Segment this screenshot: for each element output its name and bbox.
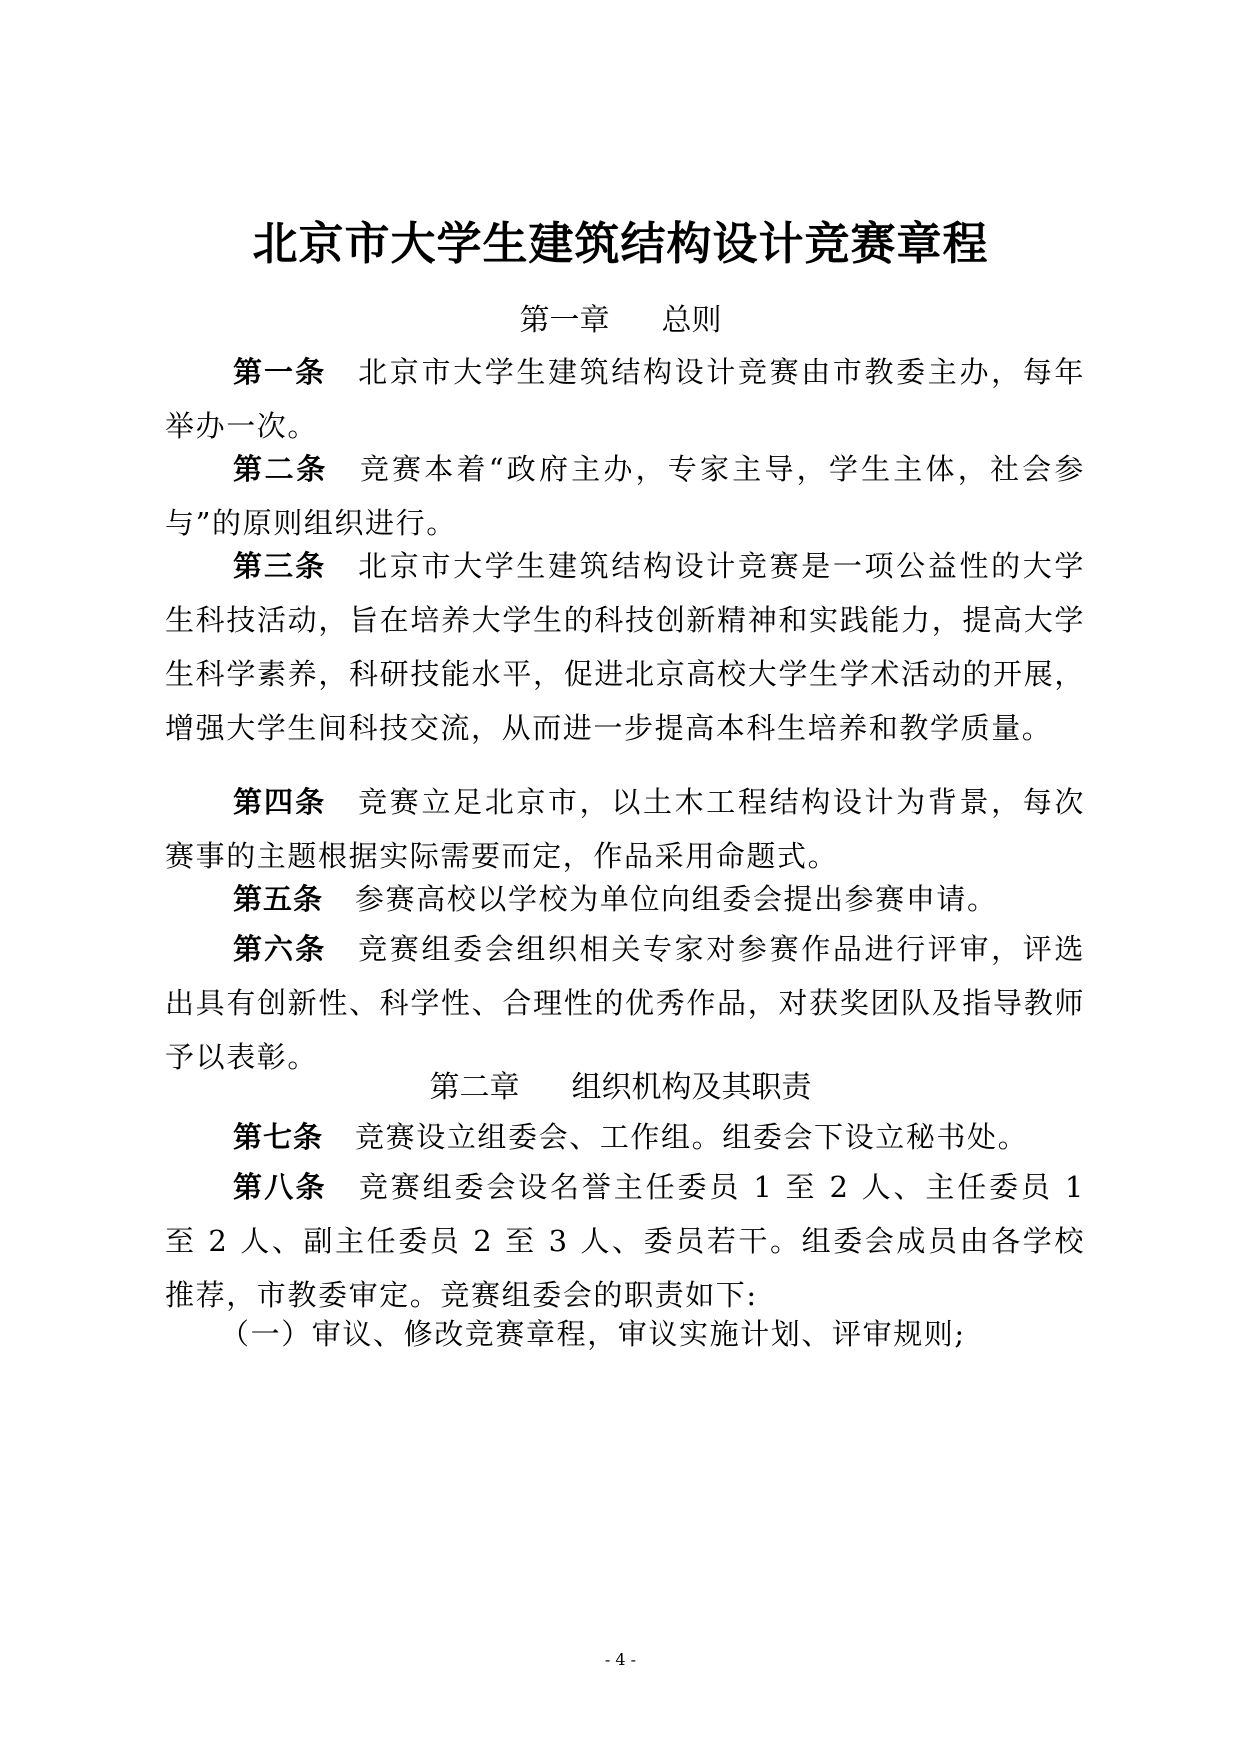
article-label: 第八条 bbox=[233, 1170, 327, 1204]
article-label: 第一条 bbox=[233, 355, 327, 389]
article-label: 第六条 bbox=[233, 932, 327, 966]
article-1 bbox=[165, 345, 1085, 453]
article-text: 北京市大学生建筑结构设计竞赛由市教委主办，每年举办一次。 bbox=[165, 355, 1085, 443]
article-label: 第二条 bbox=[233, 452, 328, 486]
page-number: - 4 - bbox=[604, 1650, 637, 1669]
chapter-label: 第一章 bbox=[519, 303, 610, 338]
chapter-name: 组织机构及其职责 bbox=[571, 1070, 812, 1105]
chapter-label: 第二章 bbox=[429, 1070, 520, 1105]
article-text: 竞赛组委会组织相关专家对参赛作品进行评审，评选出具有创新性、科学性、合理性的优秀作品，对获奖团队及指导教师予以表彰。 bbox=[165, 932, 1085, 1074]
article-7 bbox=[165, 1110, 1085, 1164]
article-5 bbox=[165, 872, 1085, 926]
article-text: 竞赛立足北京市，以土木工程结构设计为背景，每次赛事的主题根据实际需要而定，作品采用命题式。 bbox=[165, 785, 1085, 873]
article-3 bbox=[165, 539, 1085, 755]
article-4 bbox=[165, 775, 1085, 883]
article-text: 竞赛组委会设名誉主任委员 1 至 2 人、主任委员 1 至 2 人、副主任委员 2 至 3 人、委员若干。组委会成员由各学校推荐，市教委审定。竞赛组委会的职责如下: bbox=[165, 1170, 1085, 1312]
chapter-heading-2 bbox=[0, 1068, 1241, 1108]
list-item: （一）审议、修改竞赛章程，审议实施计划、评审规则; bbox=[220, 1317, 966, 1351]
article-label: 第五条 bbox=[233, 882, 324, 916]
article-text: 竞赛本着“政府主办，专家主导，学生主体，社会参与”的原则组织进行。 bbox=[165, 452, 1085, 540]
article-6 bbox=[165, 922, 1085, 1084]
article-text: 北京市大学生建筑结构设计竞赛是一项公益性的大学生科技活动，旨在培养大学生的科技创新精神和实践能力，提高大学生科学素养，科研技能水平，促进北京高校大学生学术活动的开展，增强大学生间科技交流，从而进一步提高本科生培养和教学质量。 bbox=[165, 549, 1085, 745]
chapter-heading-1 bbox=[0, 301, 1241, 341]
article-label: 第七条 bbox=[233, 1120, 324, 1154]
article-label: 第三条 bbox=[233, 549, 327, 583]
article-label: 第四条 bbox=[233, 785, 327, 819]
article-2 bbox=[165, 442, 1085, 550]
chapter-name: 总则 bbox=[661, 303, 722, 338]
article-text: 参赛高校以学校为单位向组委会提出参赛申请。 bbox=[355, 882, 998, 916]
document-title: 北京市大学生建筑结构设计竞赛章程 bbox=[252, 217, 989, 270]
article-text: 竞赛设立组委会、工作组。组委会下设立秘书处。 bbox=[355, 1120, 1029, 1154]
article-8 bbox=[165, 1160, 1085, 1322]
